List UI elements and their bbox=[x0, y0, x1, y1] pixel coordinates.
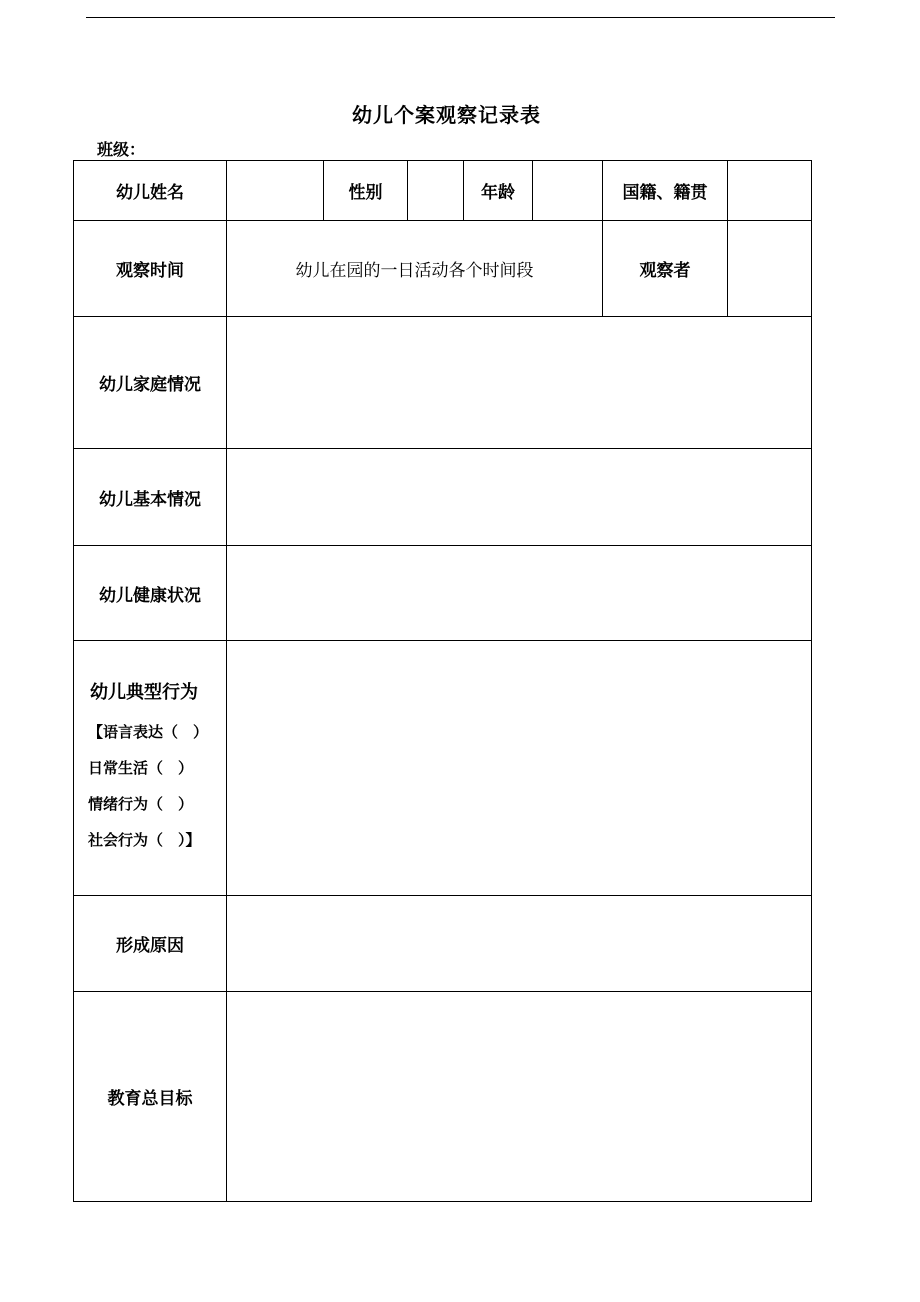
typical-behavior-cell[interactable] bbox=[227, 641, 812, 895]
gender-label: 性别 bbox=[324, 161, 408, 221]
origin-label: 国籍、籍贯 bbox=[603, 161, 728, 221]
observer-cell[interactable] bbox=[728, 221, 812, 317]
header-rule bbox=[86, 17, 835, 18]
typical-behavior-label: 幼儿典型行为 bbox=[90, 682, 198, 704]
family-label: 幼儿家庭情况 bbox=[74, 317, 227, 449]
cause-cell[interactable] bbox=[227, 895, 812, 991]
row-health bbox=[74, 546, 812, 641]
basic-situation-label: 幼儿基本情况 bbox=[74, 449, 227, 546]
age-label: 年龄 bbox=[464, 161, 533, 221]
health-label: 幼儿健康状况 bbox=[74, 546, 227, 641]
behavior-item-emotion: 情绪行为（ ） bbox=[88, 795, 194, 814]
origin-cell[interactable] bbox=[728, 161, 812, 221]
education-goal-label: 教育总目标 bbox=[74, 991, 227, 1201]
health-cell[interactable] bbox=[227, 546, 812, 641]
observation-time-value[interactable]: 幼儿在园的一日活动各个时间段 bbox=[227, 221, 603, 317]
basic-situation-cell[interactable] bbox=[227, 449, 812, 546]
child-name-label: 幼儿姓名 bbox=[74, 161, 227, 221]
row-basic-situation bbox=[74, 449, 812, 546]
observation-form-table bbox=[73, 160, 812, 1202]
typical-behavior-label-cell bbox=[74, 641, 227, 895]
behavior-item-social: 社会行为（ ）】 bbox=[88, 831, 201, 850]
class-label: 班级： bbox=[97, 140, 146, 159]
gender-cell[interactable] bbox=[408, 161, 464, 221]
family-cell[interactable] bbox=[227, 317, 812, 449]
observation-time-label: 观察时间 bbox=[74, 221, 227, 317]
education-goal-cell[interactable] bbox=[227, 991, 812, 1201]
row-observation-time bbox=[74, 221, 812, 317]
behavior-item-language: 【语言表达（ ） bbox=[88, 723, 209, 742]
row-typical-behavior bbox=[74, 641, 812, 895]
row-family bbox=[74, 317, 812, 449]
child-name-cell[interactable] bbox=[227, 161, 324, 221]
observer-label: 观察者 bbox=[603, 221, 728, 317]
page-title: 幼儿个案观察记录表 bbox=[352, 103, 541, 127]
cause-label: 形成原因 bbox=[74, 895, 227, 991]
row-cause bbox=[74, 895, 812, 991]
row-education-goal bbox=[74, 991, 812, 1201]
age-cell[interactable] bbox=[533, 161, 603, 221]
row-basic-info bbox=[74, 161, 812, 221]
behavior-item-daily-life: 日常生活（ ） bbox=[88, 759, 194, 778]
